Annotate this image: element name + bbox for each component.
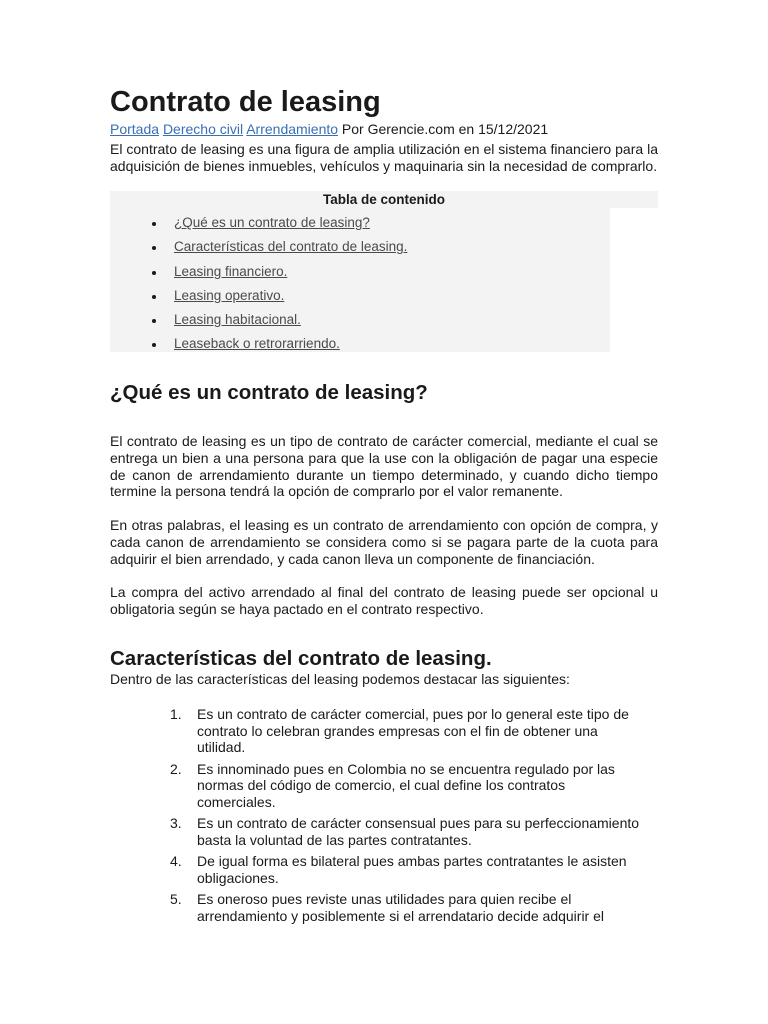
toc-title: Tabla de contenido xyxy=(110,191,658,208)
list-item xyxy=(170,706,640,756)
table-of-contents xyxy=(110,208,610,352)
bullet-icon xyxy=(152,295,156,299)
section1-paragraph-3: La compra del activo arrendado al final del contrato de leasing puede ser opcional u obligatoria según se haya pactado en el contrato respectivo. xyxy=(110,584,658,617)
list-number: 2. xyxy=(170,760,182,777)
list-item-text: Es un contrato de carácter comercial, pues por lo general este tipo de contrato lo celebran grandes empresas con el fin de obtener una utilidad. xyxy=(197,706,629,755)
toc-item xyxy=(110,334,407,358)
breadcrumb-portada[interactable]: Portada xyxy=(110,121,160,137)
characteristics-list xyxy=(170,706,640,929)
bullet-icon xyxy=(152,222,156,226)
section-heading-que-es: ¿Qué es un contrato de leasing? xyxy=(110,381,428,404)
section2-lead: Dentro de las características del leasing podemos destacar las siguientes: xyxy=(110,671,570,687)
list-item xyxy=(170,815,640,848)
list-item-text: Es oneroso pues reviste unas utilidades para quien recibe el arrendamiento y posiblemente si el arrendatario decide adquirir el xyxy=(197,891,605,924)
toc-item xyxy=(110,286,407,310)
intro-paragraph: El contrato de leasing es una figura de amplia utilización en el sistema financiero para la adquisición de bienes inmuebles, vehículos y maquinaria sin la necesidad de comprarlo. xyxy=(110,141,658,174)
toc-link-que-es[interactable]: ¿Qué es un contrato de leasing? xyxy=(174,215,370,230)
bullet-icon xyxy=(152,271,156,275)
section-heading-caracteristicas: Características del contrato de leasing. xyxy=(110,647,492,670)
toc-list xyxy=(110,213,407,359)
toc-item xyxy=(110,262,407,286)
toc-link-leaseback[interactable]: Leaseback o retrorarriendo. xyxy=(174,336,340,352)
list-item xyxy=(170,891,640,924)
bullet-icon xyxy=(152,246,156,250)
list-number: 4. xyxy=(170,853,182,869)
article-meta xyxy=(110,120,658,138)
list-item-text: Es innominado pues en Colombia no se encuentra regulado por las normas del código de comercio, el cual define los contratos comerciales. xyxy=(197,760,615,810)
section1-paragraph-2: En otras palabras, el leasing es un contrato de arrendamiento con opción de compra, y cada canon de arrendamiento se considera como si se pagara parte de la cuota para adquirir el bien arrendado, y cada canon lleva un componente de financiación. xyxy=(110,517,658,567)
list-number: 3. xyxy=(170,815,182,831)
toc-link-leasing-operativo[interactable]: Leasing operativo. xyxy=(174,287,285,303)
bullet-icon xyxy=(152,343,156,347)
list-number: 5. xyxy=(170,891,182,907)
toc-item xyxy=(110,237,407,261)
toc-item xyxy=(110,310,407,334)
bullet-icon xyxy=(152,319,156,323)
toc-link-leasing-habitacional[interactable]: Leasing habitacional. xyxy=(174,312,301,328)
breadcrumb-arrendamiento[interactable]: Arrendamiento xyxy=(246,121,339,137)
list-item-text: De igual forma es bilateral pues ambas partes contratantes le asisten obligaciones. xyxy=(197,853,627,886)
toc-item xyxy=(110,213,407,237)
breadcrumb-derecho-civil[interactable]: Derecho civil xyxy=(162,121,244,137)
byline: Por Gerencie.com en 15/12/2021 xyxy=(341,121,549,137)
list-item xyxy=(170,761,640,811)
list-number: 1. xyxy=(170,706,182,722)
toc-link-caracteristicas[interactable]: Características del contrato de leasing. xyxy=(174,239,408,255)
list-item xyxy=(170,853,640,886)
toc-link-leasing-financiero[interactable]: Leasing financiero. xyxy=(174,263,288,279)
section1-paragraph-1: El contrato de leasing es un tipo de contrato de carácter comercial, mediante el cual se entrega un bien a una persona para que la use con la obligación de pagar una especie de canon de arrendamiento durante un tiempo determinado, y cuando dicho tiempo termine la persona tendrá la opción de comprarlo por el valor remanente. xyxy=(110,433,658,500)
page-title: Contrato de leasing xyxy=(110,86,381,118)
list-item-text: Es un contrato de carácter consensual pues para su perfeccionamiento basta la voluntad de las partes contratantes. xyxy=(197,815,640,848)
